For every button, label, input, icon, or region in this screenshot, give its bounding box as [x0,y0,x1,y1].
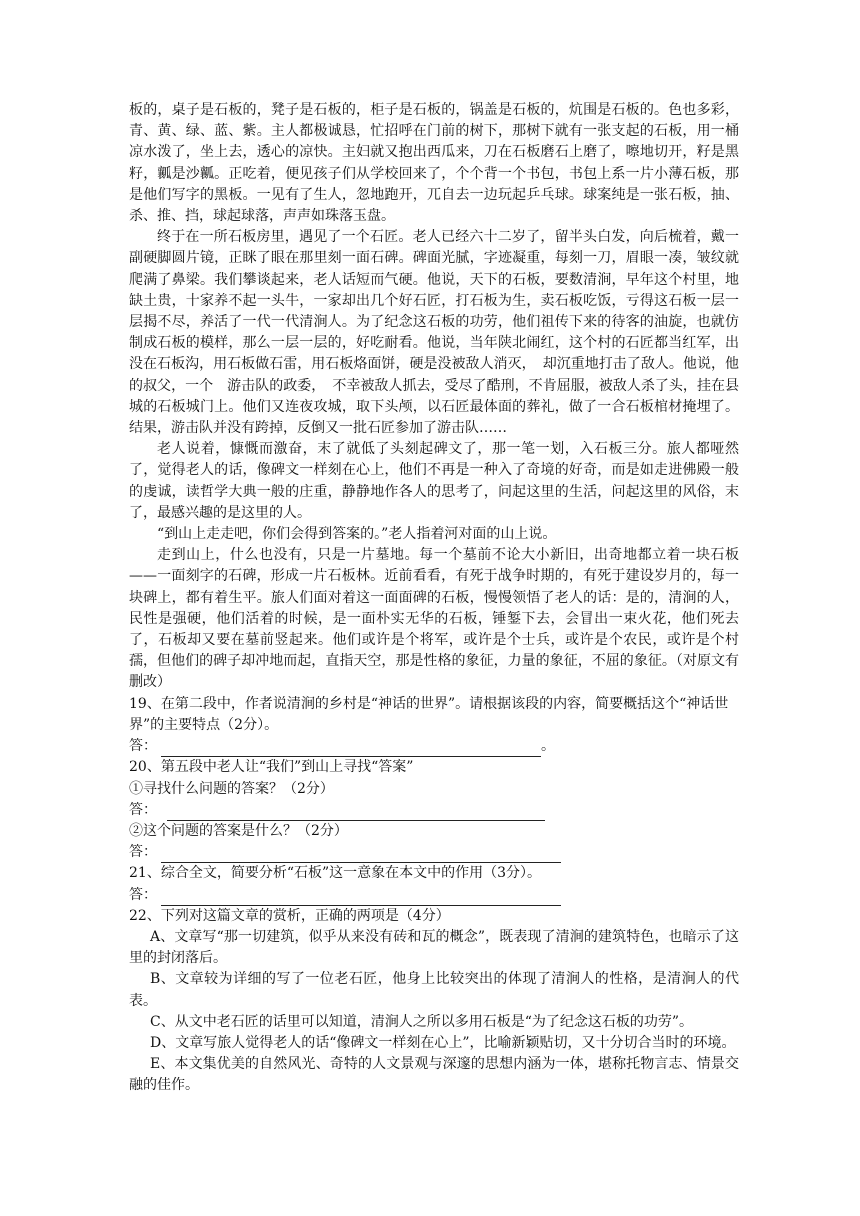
option-b: B、文章较为详细的写了一位老石匠，他身上比较突出的体现了清涧人的性格，是清涧人的代表。 [129,971,739,1009]
answer-label: 答： [129,886,157,903]
option-c: C、从文中老石匠的话里可以知道，清涧人之所以多用石板是“为了纪念这石板的功劳”。 [150,1013,694,1030]
question-19-answer[interactable] [129,736,739,757]
question-21-answer[interactable] [129,885,739,906]
exam-page [129,100,739,1097]
question-20-sub1-answer[interactable] [129,800,739,821]
question-20-sub2-answer[interactable] [129,842,739,863]
question-21: 21、综合全文，简要分析“石板”这一意象在本文中的作用（3分）。 [129,865,542,882]
answer-label: 答： [129,844,157,861]
article-paragraph-2: 终于在一所石板房里，遇见了一个石匠。老人已经六十二岁了，留半头白发，向后梳着，戴一副硬脚圆片镜，正眯了眼在那里刻一面石碑。碑面光腻，字迹凝重，每刻一刀，眉眼一凑，皱纹就爬满了鼻梁。我们攀谈起来，老人话短而气硬。他说，天下的石板，要数清涧，早年这个村里，地缺土贵，十家养不起一头牛，一家却出几个好石匠，打石板为生，卖石板吃饭，亏得这石板一层一层揭不尽，养活了一代一代清涧人。为了纪念这石板的功劳，他们祖传下来的待客的油旋，也就仿制成石板的模样，那么一层一层的，好吃耐看。他说，当年陕北闹红，这个村的石匠都当红军，出没在石板沟，用石板做石雷，用石板烙面饼，硬是没被敌人消灭， 却沉重地打击了敌人。他说，他的叔父，一个 游击队的政委， 不幸被敌人抓去，受尽了酷刑，不肯屈服，被敌人杀了头，挂在县城的石板城门上。他们又连夜攻城，取下头颅，以石匠最体面的葬礼，做了一合石板棺材掩埋了。结果，游击队并没有跨掉，反倒又一批石匠参加了游击队…… [129,229,739,437]
answer-label: 答： [129,801,157,818]
question-20-sub2: ②这个问题的答案是什么？（2分） [129,822,348,839]
article-paragraph-4: “到山上走走吧，你们会得到答案的。”老人指着河对面的山上说。 [157,526,557,543]
question-22: 22、下列对这篇文章的赏析，正确的两项是（4分） [129,907,450,924]
question-20: 20、第五段中老人让“我们”到山上寻找“答案” [129,759,414,776]
question-20-sub1: ①寻找什么问题的答案？（2分） [129,780,334,797]
answer-blank[interactable] [167,805,545,821]
option-a: A、文章写“那一切建筑，似乎从来没有砖和瓦的概念”，既表现了清涧的建筑特色，也暗示了这里的封闭落后。 [129,928,739,967]
answer-blank[interactable] [161,741,541,757]
answer-blank[interactable] [161,847,561,863]
article-paragraph-5: 走到山上，什么也没有，只是一片墓地。每一个墓前不论大小新旧，出奇地都立着一块石板——一面刻字的石碑，形成一片石板林。近前看看，有死于战争时期的，有死于建设岁月的，每一块碑上，都有着生平。旅人们面对着这一面面碑的石板，慢慢领悟了老人的话：是的，清涧的人，民性是强硬，他们活着的时候，是一面朴实无华的石板，锤錾下去，会冒出一束火花，他们死去了，石板却又要在墓前竖起来。他们或许是个将军，或许是个士兵，或许是个农民，或许是个村孺，但他们的碑子却冲地而起，直指天空，那是性格的象征，力量的象征，不屈的象征。（对原文有删改） [129,547,739,691]
answer-blank[interactable] [161,890,561,906]
answer-end-mark: 。 [541,738,555,755]
answer-label: 答： [129,738,157,755]
question-19: 19、在第二段中，作者说清涧的乡村是“神话的世界”。请根据该段的内容，简要概括这个“神话世界”的主要特点（2分）。 [129,695,729,733]
option-d: D、文章写旅人觉得老人的话“像碑文一样刻在心上”，比喻新颖贴切，又十分切合当时的环境。 [150,1034,736,1051]
option-e: E、本文集优美的自然风光、奇特的人文景观与深邃的思想内涵为一体，堪称托物言志、情景交融的佳作。 [129,1056,739,1094]
article-paragraph-3: 老人说着，慷慨而激奋，末了就低了头刻起碑文了，那一笔一划，入石板三分。旅人都哑然了，觉得老人的话，像碑文一样刻在心上，他们不再是一种入了奇境的好奇，而是如走进佛殿一般的虔诚，读哲学大典一般的庄重，静静地作各人的思考了，问起这里的生活，问起这里的风俗，末了，最感兴趣的是这里的人。 [129,441,739,521]
article-paragraph-1: 板的，桌子是石板的，凳子是石板的，柜子是石板的，锅盖是石板的，炕围是石板的。色也多彩，青、黄、绿、蓝、紫。主人都极诚恳，忙招呼在门前的树下，那树下就有一张支起的石板，用一桶凉水泼了，坐上去，透心的凉快。主妇就又抱出西瓜来，刀在石板磨石上磨了，嚓地切开，籽是黑籽，瓤是沙瓤。正吃着，便见孩子们从学校回来了，个个背一个书包，书包上系一片小薄石板，那是他们写字的黑板。一见有了生人，忽地跑开，兀自去一边玩起乒乓球。球案纯是一张石板，抽、杀、推、挡，球起球落，声声如珠落玉盘。 [129,102,739,225]
